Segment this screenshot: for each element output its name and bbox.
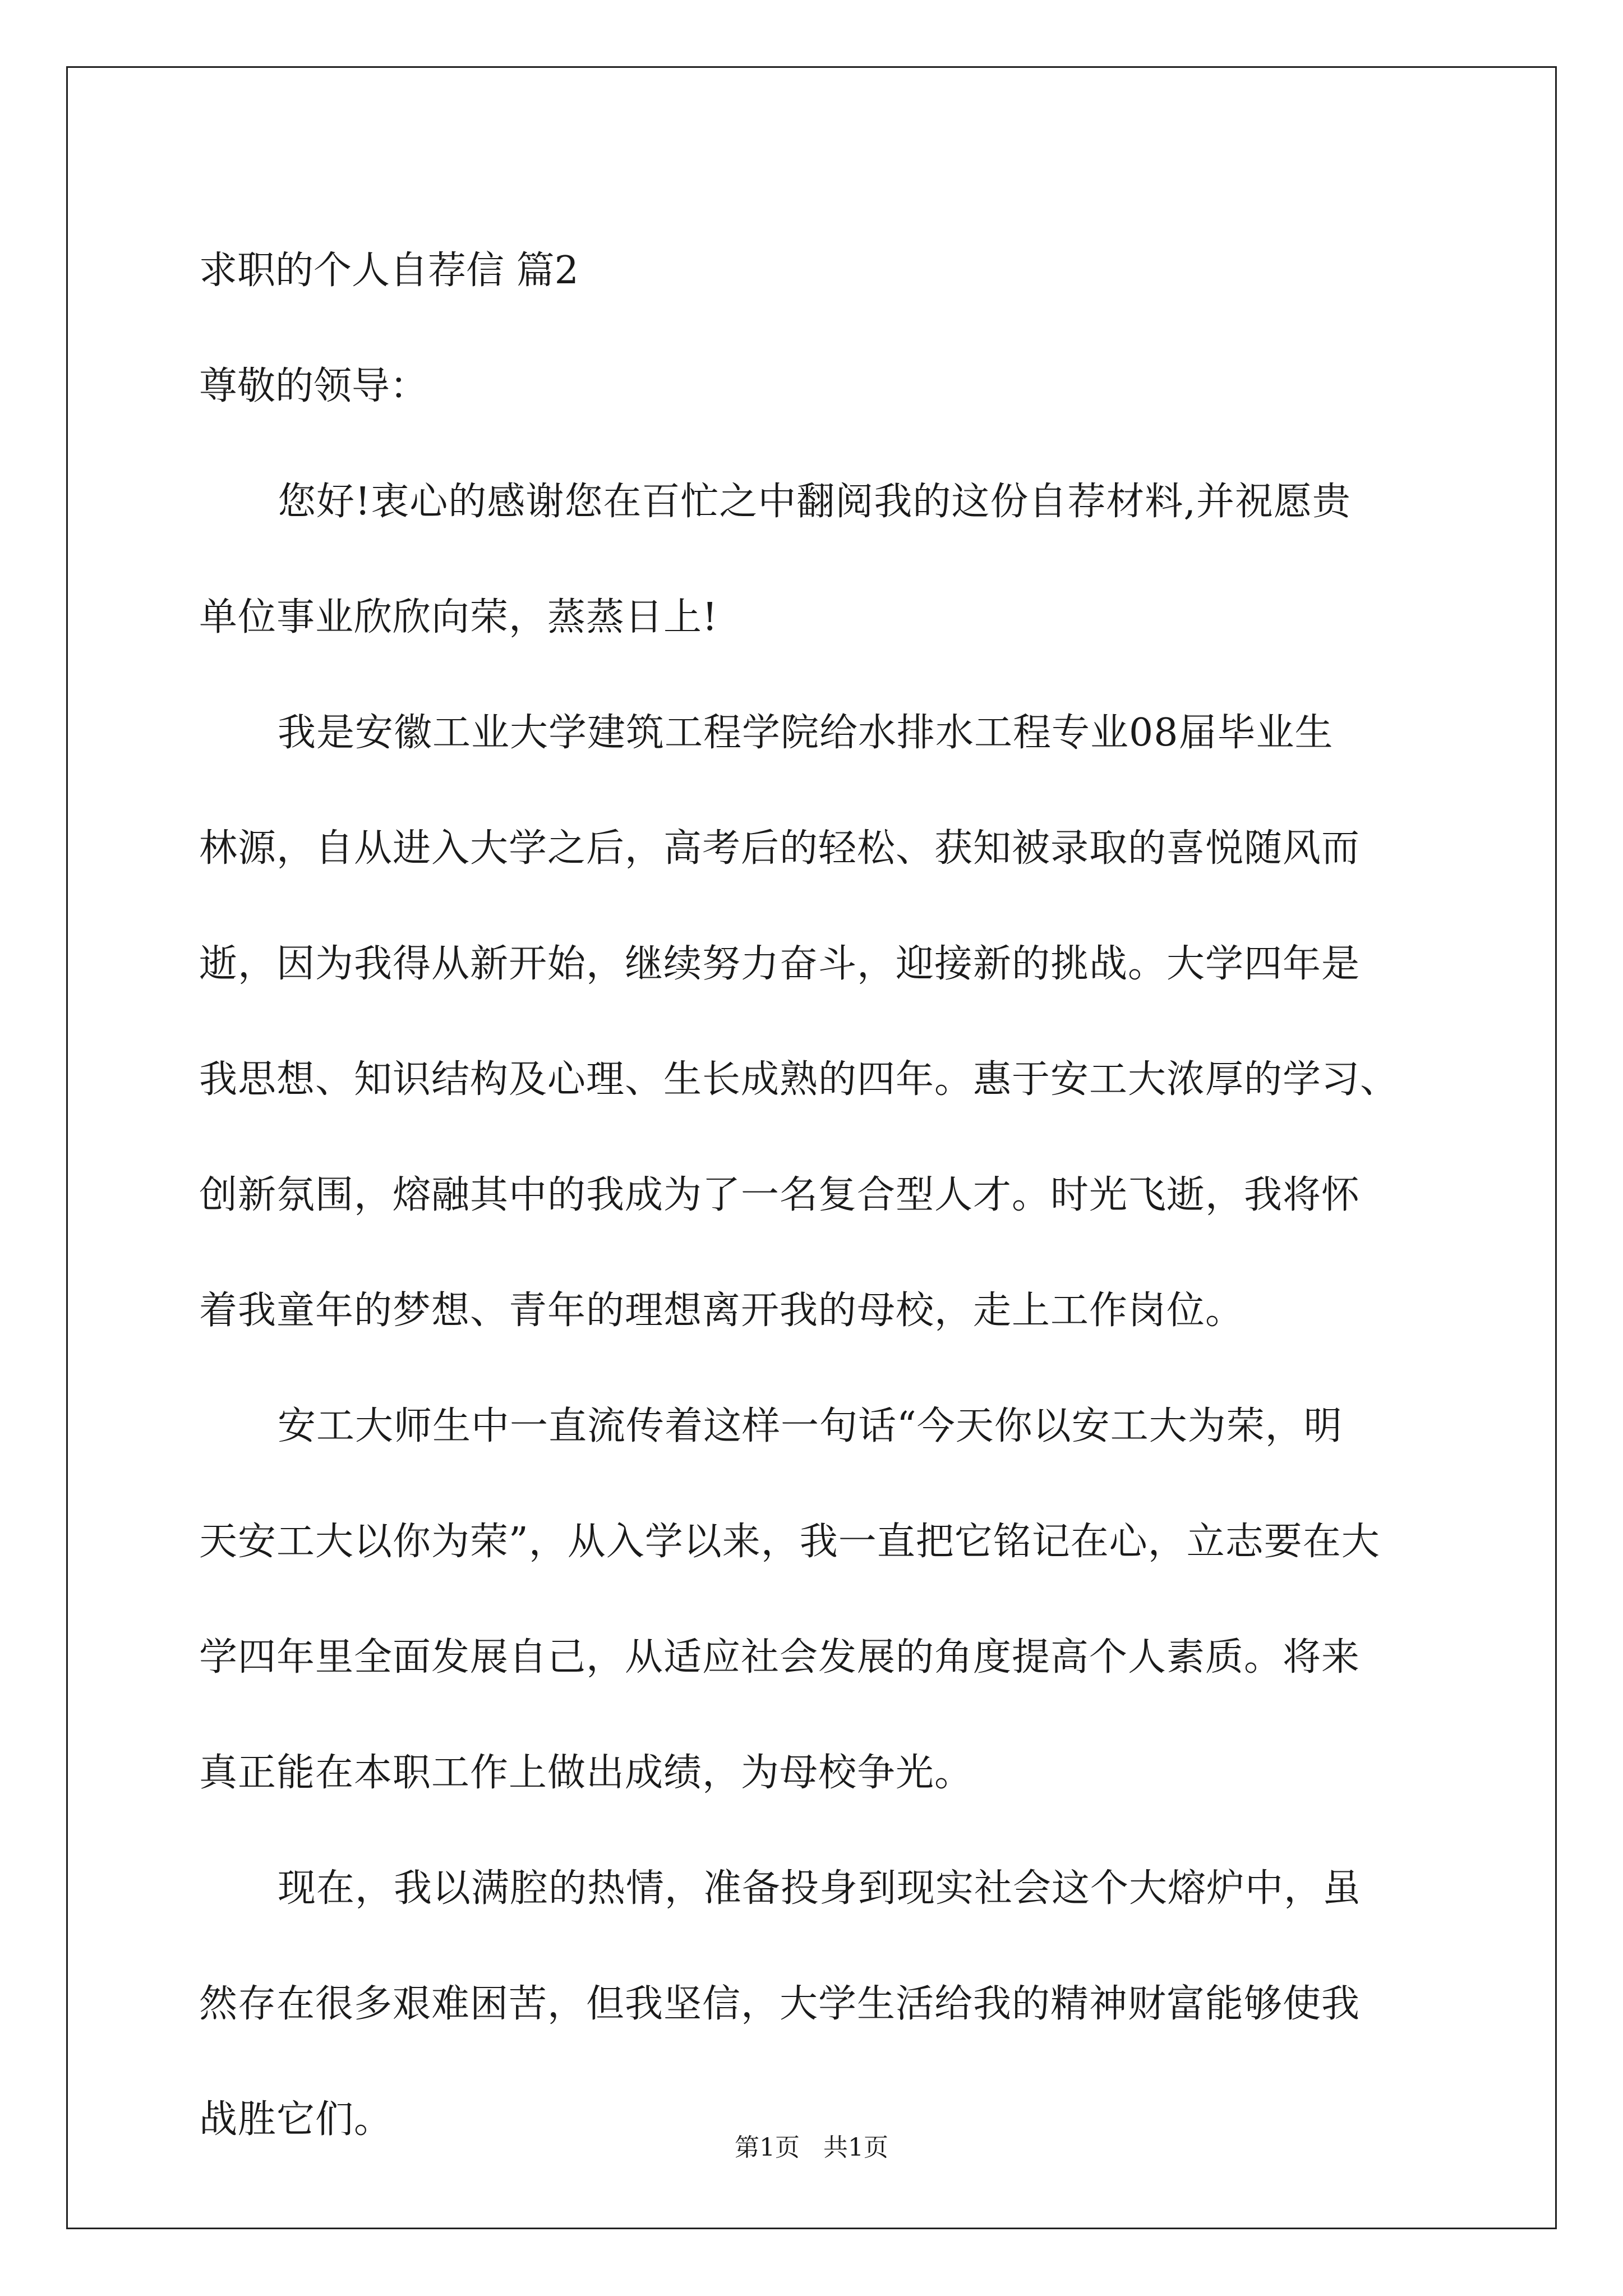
text-line: 天安工大以你为荣”，从入学以来，我一直把它铭记在心，立志要在大 <box>199 1520 1380 1564</box>
text-line: 逝，因为我得从新开始，继续努力奋斗，迎接新的挑战。大学四年是 <box>199 942 1361 986</box>
text-line: 现在，我以满腔的热情，准备投身到现实社会这个大熔炉中，虽 <box>278 1866 1362 1911</box>
text-line: 然存在很多艰难困苦，但我坚信，大学生活给我的精神财富能够使我 <box>199 1982 1361 2026</box>
text-line: 战胜它们。 <box>199 2097 393 2142</box>
letter-lines <box>199 444 1433 2178</box>
text-line: 林源，自从进入大学之后，高考后的轻松、获知被录取的喜悦随风而 <box>199 826 1361 871</box>
text-line: 单位事业欣欣向荣，蒸蒸日上! <box>199 595 718 639</box>
text-line: 创新氛围，熔融其中的我成为了一名复合型人才。时光飞逝，我将怀 <box>199 1173 1361 1217</box>
document-body <box>199 213 1433 2178</box>
text-line: 您好!衷心的感谢您在百忙之中翻阅我的这份自荐材料,并祝愿贵 <box>278 480 1351 524</box>
page-footer: 第1页 共1页 <box>735 2133 888 2162</box>
document-title: 求职的个人自荐信 篇2 <box>199 249 579 293</box>
text-line: 真正能在本职工作上做出成绩，为母校争光。 <box>199 1751 974 1795</box>
text-line: 我思想、知识结构及心理、生长成熟的四年。惠于安工大浓厚的学习、 <box>199 1057 1399 1102</box>
text-line: 着我童年的梦想、青年的理想离开我的母校，走上工作岗位。 <box>199 1289 1244 1333</box>
salutation: 尊敬的领导： <box>199 364 428 408</box>
text-line: 学四年里全面发展自己，从适应社会发展的角度提高个人素质。将来 <box>199 1635 1361 1680</box>
text-line: 安工大师生中一直流传着这样一句话“今天你以安工大为荣，明 <box>278 1404 1343 1448</box>
text-line: 我是安徽工业大学建筑工程学院给水排水工程专业08届毕业生 <box>278 711 1334 755</box>
